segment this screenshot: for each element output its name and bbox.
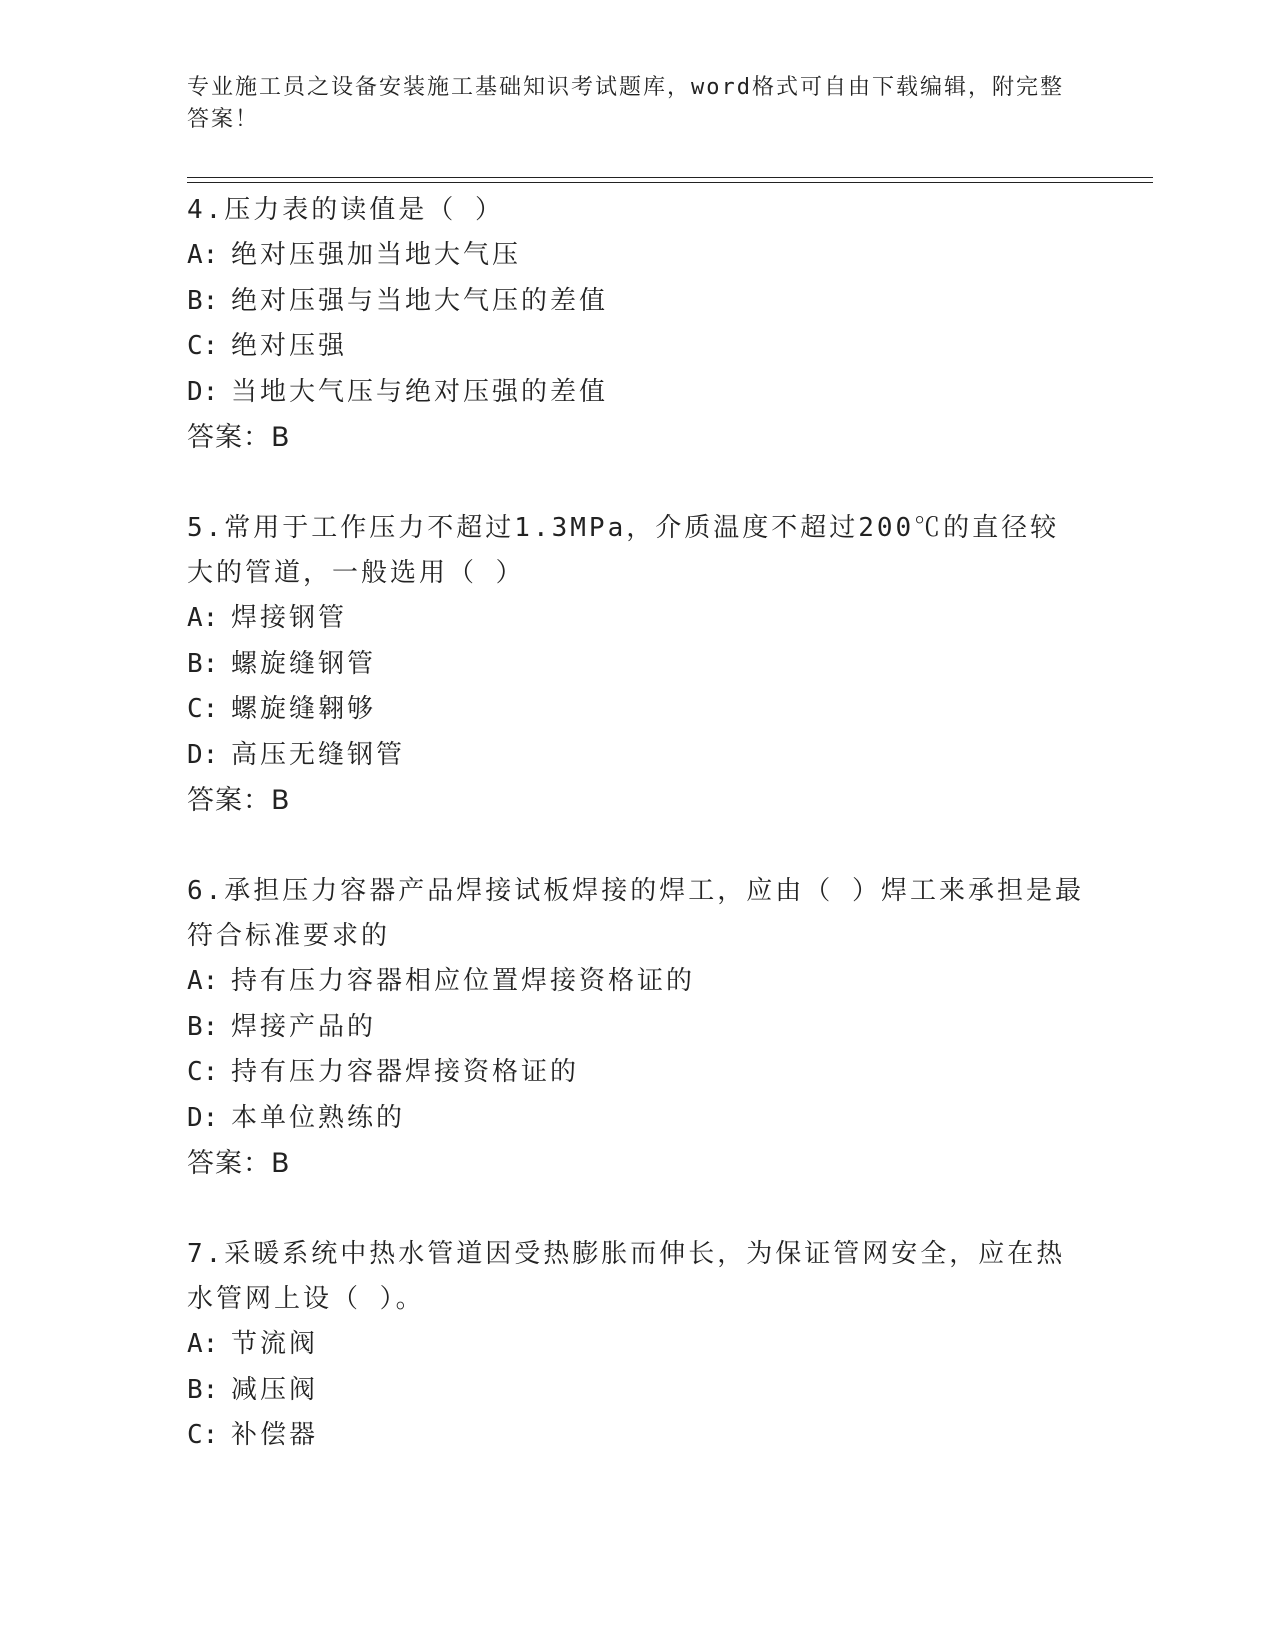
option-letter: C:: [187, 331, 219, 361]
answer-line: 答案：B: [187, 785, 291, 816]
option-text: 绝对压强加当地大气压: [231, 240, 522, 270]
option-text: 绝对压强与当地大气压的差值: [231, 285, 609, 316]
option-b: [187, 642, 1087, 688]
option-text: 本单位熟练的: [231, 1102, 406, 1133]
option-text: 绝对压强: [231, 331, 348, 361]
document-header: 专业施工员之设备安装施工基础知识考试题库，word格式可自由下载编辑，附完整答案！: [187, 75, 1064, 132]
option-c: [187, 687, 1087, 733]
question-5: [187, 506, 1087, 823]
option-d: [187, 1096, 1087, 1142]
question-4: [187, 188, 1087, 460]
question-6: [187, 869, 1087, 1186]
question-stem: 6.承担压力容器产品焊接试板焊接的焊工，应由（ ）焊工来承担是最符合标准要求的: [187, 876, 1084, 951]
option-letter: D:: [187, 739, 219, 770]
header-divider-top: [187, 177, 1153, 178]
option-text: 补偿器: [231, 1420, 319, 1450]
option-d: [187, 733, 1087, 779]
option-a: [187, 233, 1087, 279]
option-text: 螺旋缝翱够: [231, 694, 377, 724]
option-text: 持有压力容器焊接资格证的: [231, 1057, 580, 1087]
answer-line: 答案：B: [187, 422, 291, 453]
option-letter: B:: [187, 285, 219, 316]
question-stem: 5.常用于工作压力不超过1.3MPa，介质温度不超过200℃的直径较大的管道，一般选用（ ）: [187, 513, 1060, 588]
option-b: [187, 1368, 1087, 1414]
option-letter: A:: [187, 966, 219, 996]
question-list: [187, 188, 1087, 1505]
option-c: [187, 324, 1087, 370]
option-letter: B:: [187, 648, 219, 679]
option-b: [187, 279, 1087, 325]
option-b: [187, 1005, 1087, 1051]
option-a: [187, 1322, 1087, 1368]
option-letter: B:: [187, 1374, 219, 1405]
option-text: 焊接产品的: [231, 1011, 377, 1042]
option-letter: C:: [187, 694, 219, 724]
option-letter: D:: [187, 376, 219, 407]
option-text: 持有压力容器相应位置焊接资格证的: [231, 966, 696, 996]
option-c: [187, 1050, 1087, 1096]
option-text: 节流阀: [231, 1329, 319, 1359]
option-letter: C:: [187, 1057, 219, 1087]
answer-line: 答案：B: [187, 1148, 291, 1179]
option-text: 减压阀: [231, 1374, 319, 1405]
option-text: 当地大气压与绝对压强的差值: [231, 376, 609, 407]
option-letter: A:: [187, 240, 219, 270]
option-d: [187, 370, 1087, 416]
option-letter: A:: [187, 603, 219, 633]
option-text: 高压无缝钢管: [231, 739, 406, 770]
option-text: 焊接钢管: [231, 603, 348, 633]
question-7: [187, 1232, 1087, 1459]
header-divider-bottom: [187, 182, 1153, 183]
option-a: [187, 596, 1087, 642]
option-text: 螺旋缝钢管: [231, 648, 377, 679]
option-a: [187, 959, 1087, 1005]
question-stem: 4.压力表的读值是（ ）: [187, 195, 504, 225]
option-c: [187, 1413, 1087, 1459]
option-letter: B:: [187, 1011, 219, 1042]
option-letter: D:: [187, 1102, 219, 1133]
option-letter: C:: [187, 1420, 219, 1450]
option-letter: A:: [187, 1329, 219, 1359]
question-stem: 7.采暖系统中热水管道因受热膨胀而伸长，为保证管网安全，应在热水管网上设（ ）。: [187, 1239, 1066, 1314]
